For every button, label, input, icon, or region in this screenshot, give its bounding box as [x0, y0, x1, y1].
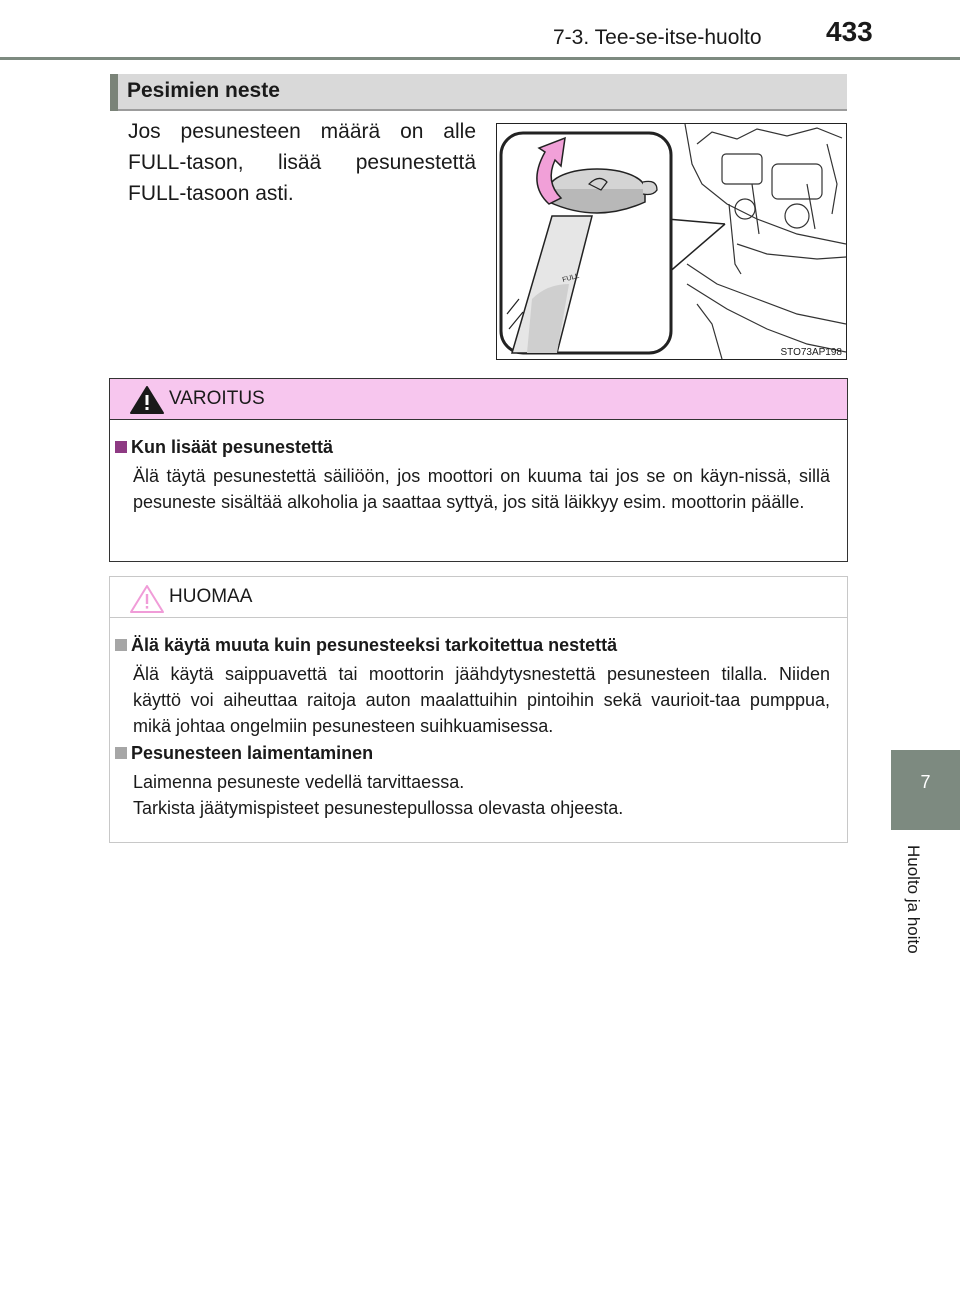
warning-header	[110, 379, 847, 420]
warning-item-text: Älä täytä pesunestettä säiliöön, jos moottori on kuuma tai jos se on käyn-nissä, sillä pesuneste sisältää alkoholia ja saattaa syttyä, jos sitä läikkyy esim. moottorin päälle.	[133, 466, 830, 512]
figure-code: STO73AP198	[780, 347, 842, 358]
washer-fluid-figure	[496, 123, 847, 360]
warning-item-title: Kun lisäät pesunestettä	[115, 437, 333, 458]
notice-item-1-title: Älä käytä muuta kuin pesunesteeksi tarkoitettua nestettä	[115, 635, 617, 656]
caution-triangle-outline-icon	[129, 583, 165, 615]
washer-reservoir-illustration	[497, 124, 846, 359]
header-rule	[0, 57, 960, 60]
chapter-number: 7	[920, 772, 931, 792]
engine-bay-sketch	[685, 124, 846, 359]
full-mark-label: FULL	[561, 272, 581, 284]
chapter-tab	[891, 750, 960, 830]
page-number: 433	[826, 16, 873, 47]
warning-box	[109, 378, 848, 562]
bullet-square-icon	[115, 747, 127, 759]
body-paragraph: Jos pesunesteen määrä on alle FULL-tason, lisää pesunestettä FULL-tasoon asti.	[128, 120, 476, 205]
warning-triangle-icon	[129, 385, 165, 415]
notice-item-2-line-1: Laimenna pesuneste vedellä tarvittaessa.	[133, 772, 465, 792]
bullet-square-icon	[115, 639, 127, 651]
notice-label: HUOMAA	[169, 586, 253, 607]
warning-label: VAROITUS	[169, 388, 265, 409]
section-title: Pesimien neste	[127, 79, 280, 102]
bullet-square-icon	[115, 441, 127, 453]
header-section-title: 7-3. Tee-se-itse-huolto	[553, 26, 762, 49]
callout-lines	[667, 219, 725, 274]
notice-item-2-line-2: Tarkista jäätymispisteet pesunestepullossa olevasta ohjeesta.	[133, 798, 624, 818]
chapter-title: Huolto ja hoito	[904, 845, 923, 954]
notice-box	[109, 576, 848, 843]
notice-header	[110, 577, 847, 618]
notice-item-1-text: Älä käytä saippuavettä tai moottorin jäähdytysnestettä pesunesteen tilalla. Niiden käyttö voi aiheuttaa raitoja auton maalattuihin pintoihin sekä vaurioit-taa pumppua, mikä johtaa ongelmiin pesunesteen suihkuamisessa.	[133, 664, 830, 736]
section-heading-bar	[110, 74, 847, 111]
section-heading-accent	[110, 74, 118, 111]
notice-item-2-title: Pesunesteen laimentaminen	[115, 743, 373, 764]
